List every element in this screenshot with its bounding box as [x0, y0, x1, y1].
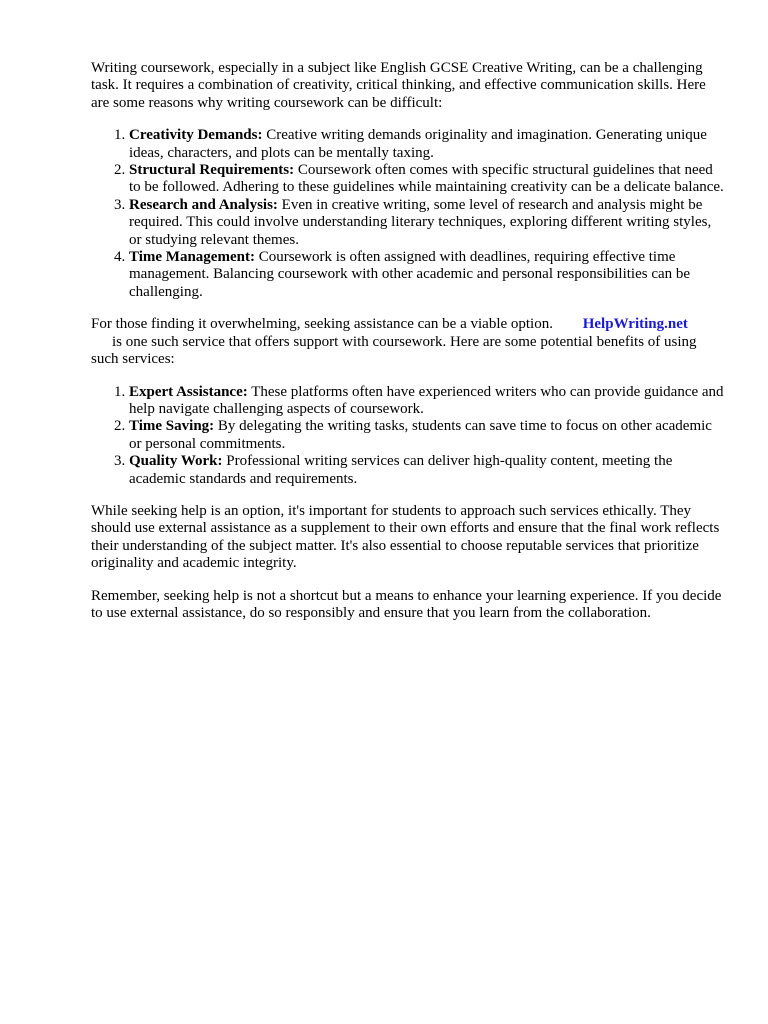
list-item: [129, 127, 726, 162]
list-item: [129, 453, 726, 488]
document-page: [91, 60, 726, 637]
list-item-text: Professional writing services can deliver high-quality content, meeting the academic standards and requirements.: [129, 453, 673, 487]
list-item-term: Research and Analysis:: [129, 196, 278, 213]
list-item-term: Expert Assistance:: [129, 383, 248, 400]
list-item-term: Quality Work:: [129, 453, 223, 470]
list-item-text: Even in creative writing, some level of research and analysis might be required. This could involve understanding literary techniques, exploring different writing styles, or studying relevant themes.: [129, 196, 712, 248]
helpwriting-link[interactable]: HelpWriting.net: [582, 316, 688, 333]
list-item: [129, 162, 726, 197]
list-item-text: Coursework often comes with specific structural guidelines that need to be followed. Adhering to these guidelines while maintaining creativity can be a delicate balance.: [129, 162, 724, 196]
list-item-text: By delegating the writing tasks, students can save time to focus on other academic or personal commitments.: [129, 418, 712, 452]
intro-paragraph: Writing coursework, especially in a subject like English GCSE Creative Writing, can be a challenging task. It requires a combination of creativity, critical thinking, and effective communication skills. Here are some reasons why writing coursework can be difficult:: [91, 60, 706, 111]
ethics-paragraph: While seeking help is an option, it's important for students to approach such services ethically. They should use external assistance as a supplement to their own efforts and ensure that the final work reflects their understanding of the subject matter. It's also essential to choose reputable services that prioritize originality and academic integrity.: [91, 502, 720, 572]
assistance-paragraph: [91, 316, 726, 368]
list-item-text: Creative writing demands originality and imagination. Generating unique ideas, characters, and plots can be mentally taxing.: [129, 127, 707, 161]
list-item-term: Creativity Demands:: [129, 127, 263, 144]
list-item-term: Time Management:: [129, 249, 255, 266]
list-item: [129, 249, 726, 301]
assistance-text-after: is one such service that offers support with coursework. Here are some potential benefits of using such services:: [91, 333, 697, 368]
closing-paragraph: Remember, seeking help is not a shortcut but a means to enhance your learning experience. If you decide to use external assistance, do so responsibly and ensure that you learn from the collaboration.: [91, 587, 722, 621]
assistance-text-before: For those finding it overwhelming, seeking assistance can be a viable option.: [91, 316, 553, 333]
list-item-term: Time Saving:: [129, 418, 215, 435]
benefits-list: [91, 384, 726, 488]
list-item: [129, 384, 726, 419]
list-item: [129, 418, 726, 453]
list-item-text: Coursework is often assigned with deadlines, requiring effective time management. Balancing coursework with other academic and personal responsibilities can be challenging.: [129, 249, 691, 300]
difficulties-list: [91, 127, 726, 301]
list-item-term: Structural Requirements:: [129, 162, 295, 179]
list-item-text: These platforms often have experienced writers who can provide guidance and help navigate challenging aspects of coursework.: [129, 383, 724, 417]
list-item: [129, 197, 726, 249]
